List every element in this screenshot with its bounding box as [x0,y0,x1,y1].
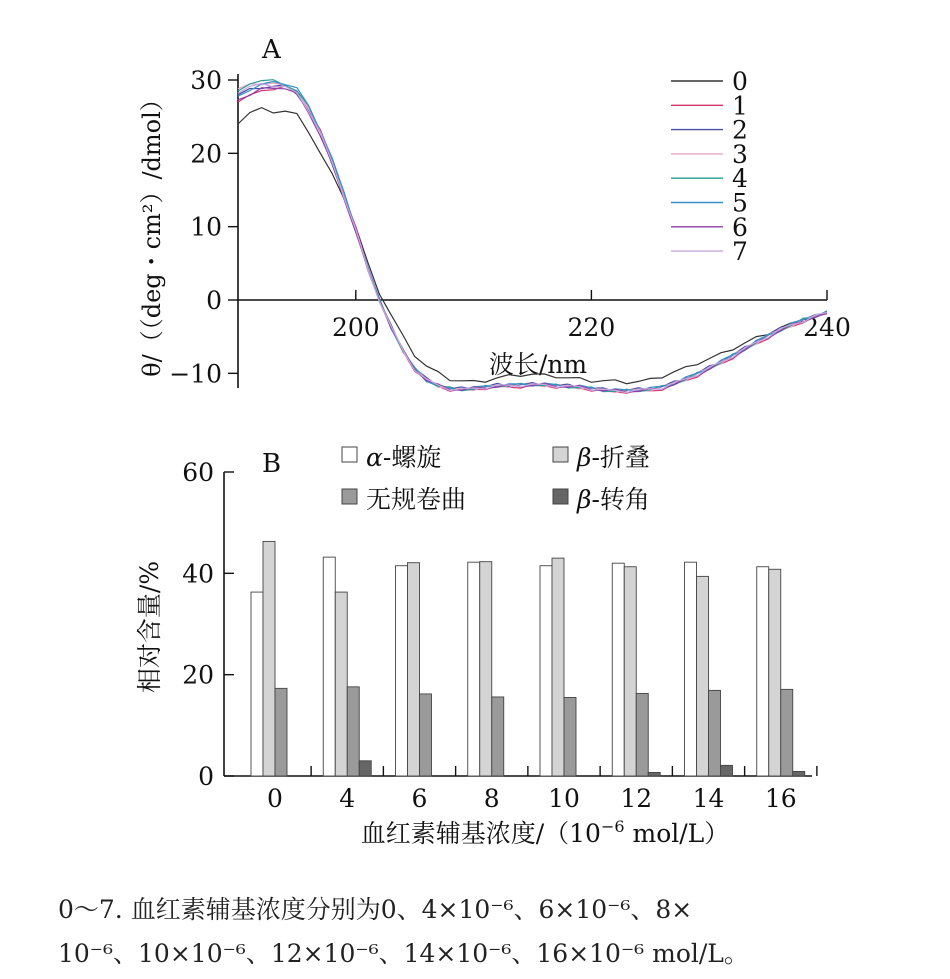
panel-b-bar [612,563,624,776]
panel-b-y-tick-label: 40 [182,559,214,589]
panel-b-bar [396,566,408,776]
panel-b-bar [335,592,347,776]
panel-b-bar [648,772,660,776]
figure-caption-line-1: 0～7. 血红素辅基浓度分别为0、4×10⁻⁶、6×10⁻⁶、8× [58,895,693,924]
panel-b-bar [420,694,432,776]
panel-b-bar [540,566,552,776]
panel-b-legend-swatch [553,489,568,504]
panel-b-bar [492,697,504,776]
panel-b-x-axis-label [361,817,730,848]
panel-b-label: B [262,449,282,479]
panel-b-legend-swatch [342,489,357,504]
panel-b-x-tick-label: 6 [411,784,428,813]
panel-b-secondary-structure [135,443,817,848]
panel-a-legend-label-1: 1 [732,91,748,121]
panel-b-legend-label-greek: β [577,485,592,514]
panel-a-label: A [262,35,281,65]
panel-b-y-tick-label: 20 [182,660,214,690]
panel-a-legend [671,67,748,266]
panel-b-bar [709,690,721,776]
panel-b-y-tick-label: 60 [182,458,214,487]
panel-b-bar [685,562,697,776]
panel-b-x-axis-label-main: 血红素辅基浓度/（10 [360,819,601,848]
panel-b-bar [636,693,648,776]
panel-b-x-tick-label: 10 [548,784,580,813]
panel-b-bars [251,541,805,776]
panel-b-x-tick-label: 16 [764,784,797,813]
figure-caption-line-2: 10⁻⁶、10×10⁻⁶、12×10⁻⁶、14×10⁻⁶、16×10⁻⁶ mol/L。 [58,939,749,968]
panel-b-x-tick-label: 8 [483,784,500,813]
panel-a-legend-label-4: 4 [732,164,748,194]
panel-b-legend [342,443,650,514]
panel-a-y-tick-label: 10 [190,212,222,242]
panel-b-bar [347,687,359,776]
panel-b-legend-label [366,443,441,472]
panel-b-bar [769,569,781,776]
panel-b-legend-swatch [342,447,357,462]
panel-b-bar [781,689,793,776]
panel-b-x-tick-label: 4 [339,784,356,813]
panel-b-y-axis-label: 相对含量/% [135,560,164,694]
panel-a-legend-label-0: 0 [732,67,748,96]
panel-b-bar [480,562,492,776]
panel-a-cd-spectrum [138,35,851,393]
panel-b-bar [552,558,564,776]
panel-b-legend-label-text: 无规卷曲 [366,485,467,514]
panel-b-bar [624,567,636,776]
panel-b-bar [757,567,769,776]
panel-b-bar [793,771,805,776]
panel-b-x-tick-label: 12 [620,784,653,813]
panel-b-legend-label-text: -折叠 [591,443,650,472]
panel-b-bar [721,765,733,776]
panel-b-bar [359,761,371,776]
panel-b-bar [263,541,275,776]
panel-a-legend-label-6: 6 [732,212,748,242]
panel-a-x-tick-label: 200 [331,313,380,342]
panel-a-y-tick-label: 0 [206,286,222,315]
panel-b-bar [564,697,576,776]
panel-a-y-tick-label: 20 [190,139,222,169]
panel-b-legend-swatch [553,447,568,462]
panel-a-y-tick-label: −10 [169,359,222,389]
panel-b-x-axis-label-sup: −6 [600,817,625,836]
panel-b-legend-label-greek: β [577,443,592,472]
panel-b-legend-label-greek: α [366,443,383,472]
panel-a-axes [169,66,851,388]
panel-b-legend-label [576,443,650,472]
panel-b-legend-label [576,485,650,514]
panel-b-x-tick-label: 14 [692,784,725,813]
panel-a-x-axis-label: 波长/nm [488,350,588,379]
panel-b-x-tick-label: 0 [267,784,283,813]
panel-a-y-tick-label: 30 [190,66,222,95]
panel-b-legend-label [366,485,466,514]
panel-b-bar [251,592,263,776]
panel-b-bar [323,557,335,776]
panel-a-legend-label-3: 3 [732,139,748,169]
panel-a-x-tick-label: 220 [567,313,616,342]
panel-b-bar [408,563,420,776]
panel-b-x-axis-label-tail: mol/L） [624,819,730,848]
panel-b-y-tick-label: 0 [198,762,214,791]
panel-a-x-tick-label: 240 [803,313,851,342]
panel-b-bar [468,562,480,776]
panel-a-legend-label-2: 2 [732,115,748,145]
panel-b-legend-label-text: -螺旋 [382,443,442,472]
panel-b-bar [275,688,287,776]
panel-b-bar [697,576,709,776]
panel-b-legend-label-text: -转角 [591,485,650,514]
panel-a-legend-label-5: 5 [732,188,748,218]
panel-a-y-axis-label: θ/（（deg・cm²）/dmol） [138,87,166,377]
panel-a-legend-label-7: 7 [732,237,748,267]
